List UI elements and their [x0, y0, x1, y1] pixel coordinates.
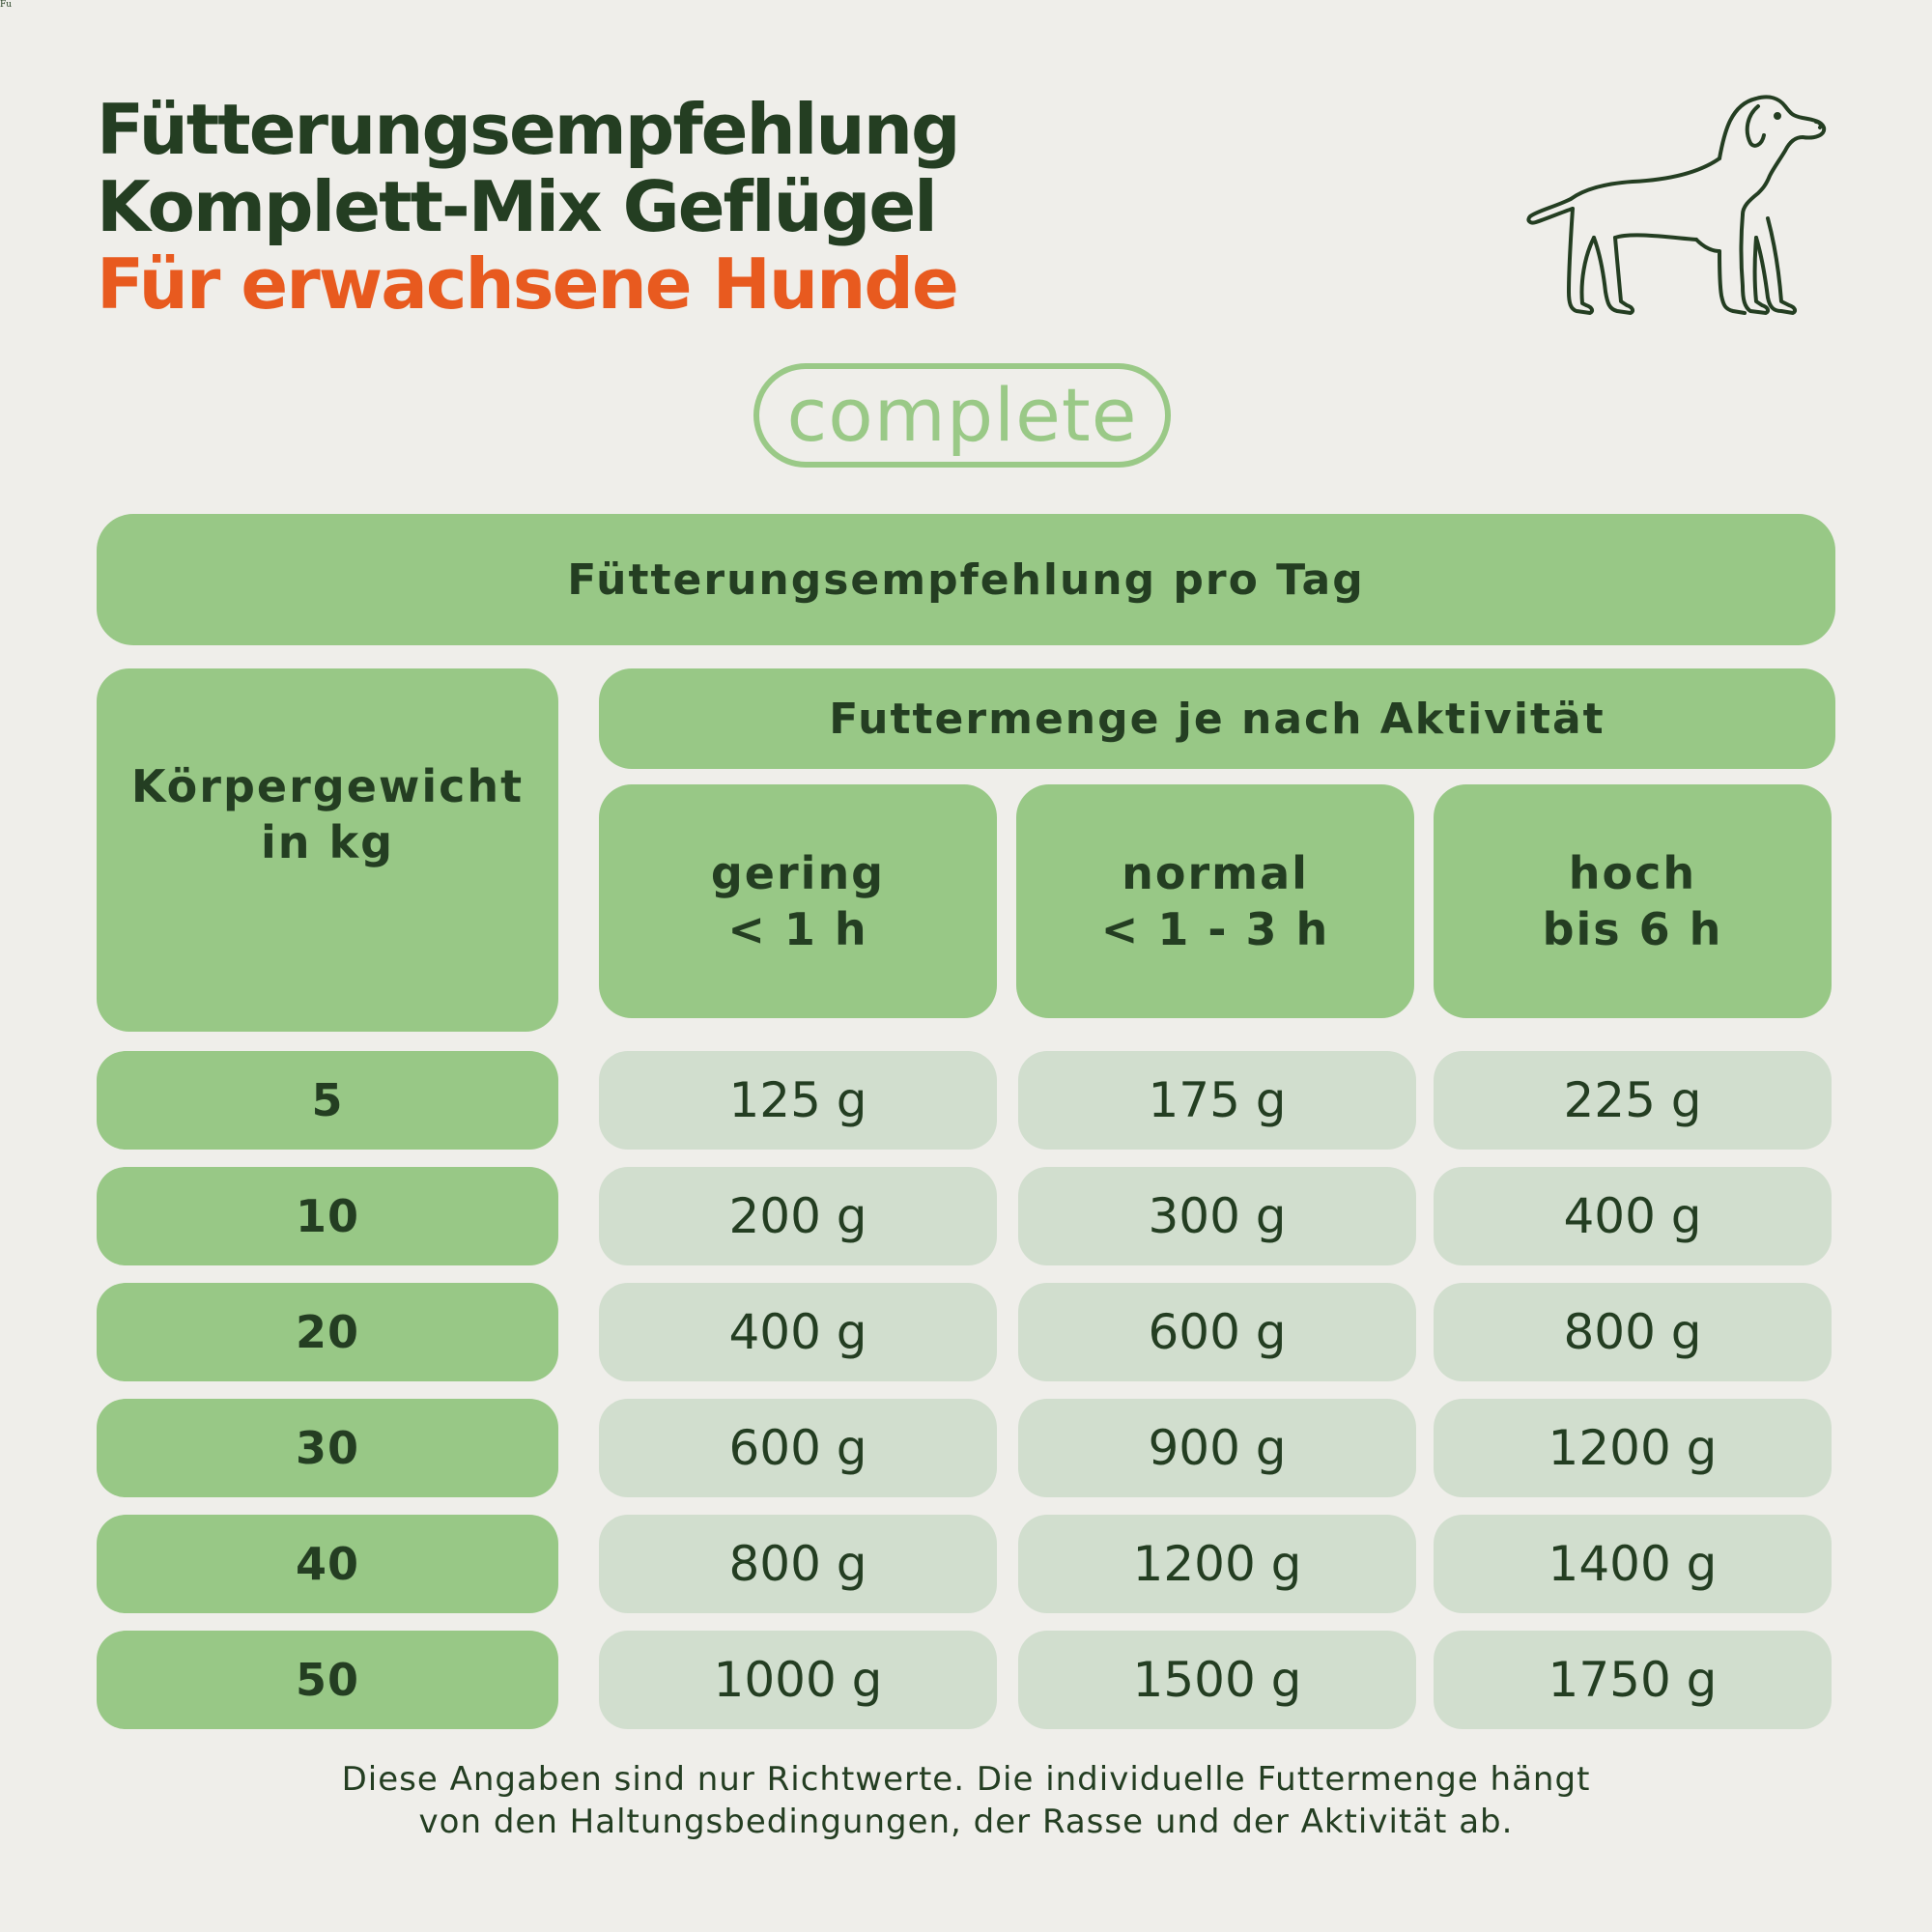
amount-cell: 200 g: [599, 1167, 997, 1265]
amount-cell: 1500 g: [1018, 1631, 1416, 1729]
amount-cell: 125 g: [599, 1051, 997, 1150]
column-header-hoch: hoch bis 6 h: [1434, 784, 1832, 1018]
footnote-line-1: Diese Angaben sind nur Richtwerte. Die individuelle Futtermenge hängt: [341, 1760, 1591, 1799]
amount-cell: 1400 g: [1434, 1515, 1832, 1613]
complete-badge: complete: [753, 363, 1171, 468]
column-header-gering: gering < 1 h: [599, 784, 997, 1018]
amount-cell: 400 g: [1434, 1167, 1832, 1265]
footnote: [97, 1758, 1835, 1843]
page-title: [97, 91, 958, 323]
amount-cell: 900 g: [1018, 1399, 1416, 1497]
activity-header: Futtermenge je nach Aktivität: [599, 668, 1835, 769]
amount-cell: 1200 g: [1018, 1515, 1416, 1613]
dog-icon: [1526, 93, 1845, 325]
amount-cell: 1750 g: [1434, 1631, 1832, 1729]
amount-cell: 225 g: [1434, 1051, 1832, 1150]
amount-cell: 800 g: [1434, 1283, 1832, 1381]
table-header: Fütterungsempfehlung pro Tag: [97, 514, 1835, 645]
amount-cell: 600 g: [599, 1399, 997, 1497]
weight-column-header: Körpergewicht in kg: [97, 668, 558, 1032]
weight-cell: 5: [97, 1051, 558, 1150]
weight-cell: 40: [97, 1515, 558, 1613]
amount-cell: 800 g: [599, 1515, 997, 1613]
weight-cell: 10: [97, 1167, 558, 1265]
column-header-normal: normal < 1 - 3 h: [1016, 784, 1414, 1018]
amount-cell: 400 g: [599, 1283, 997, 1381]
title-line-2: Komplett-Mix Geflügel: [97, 166, 936, 247]
title-line-3: Für erwachsene Hunde: [97, 243, 957, 325]
footnote-line-2: von den Haltungsbedingungen, der Rasse und der Aktivität ab.: [418, 1803, 1514, 1841]
amount-cell: 1200 g: [1434, 1399, 1832, 1497]
corner-label: Fu: [0, 0, 13, 10]
weight-cell: 20: [97, 1283, 558, 1381]
title-line-1: Fütterungsempfehlung: [97, 89, 959, 170]
amount-cell: 300 g: [1018, 1167, 1416, 1265]
weight-cell: 50: [97, 1631, 558, 1729]
amount-cell: 600 g: [1018, 1283, 1416, 1381]
weight-cell: 30: [97, 1399, 558, 1497]
amount-cell: 1000 g: [599, 1631, 997, 1729]
amount-cell: 175 g: [1018, 1051, 1416, 1150]
